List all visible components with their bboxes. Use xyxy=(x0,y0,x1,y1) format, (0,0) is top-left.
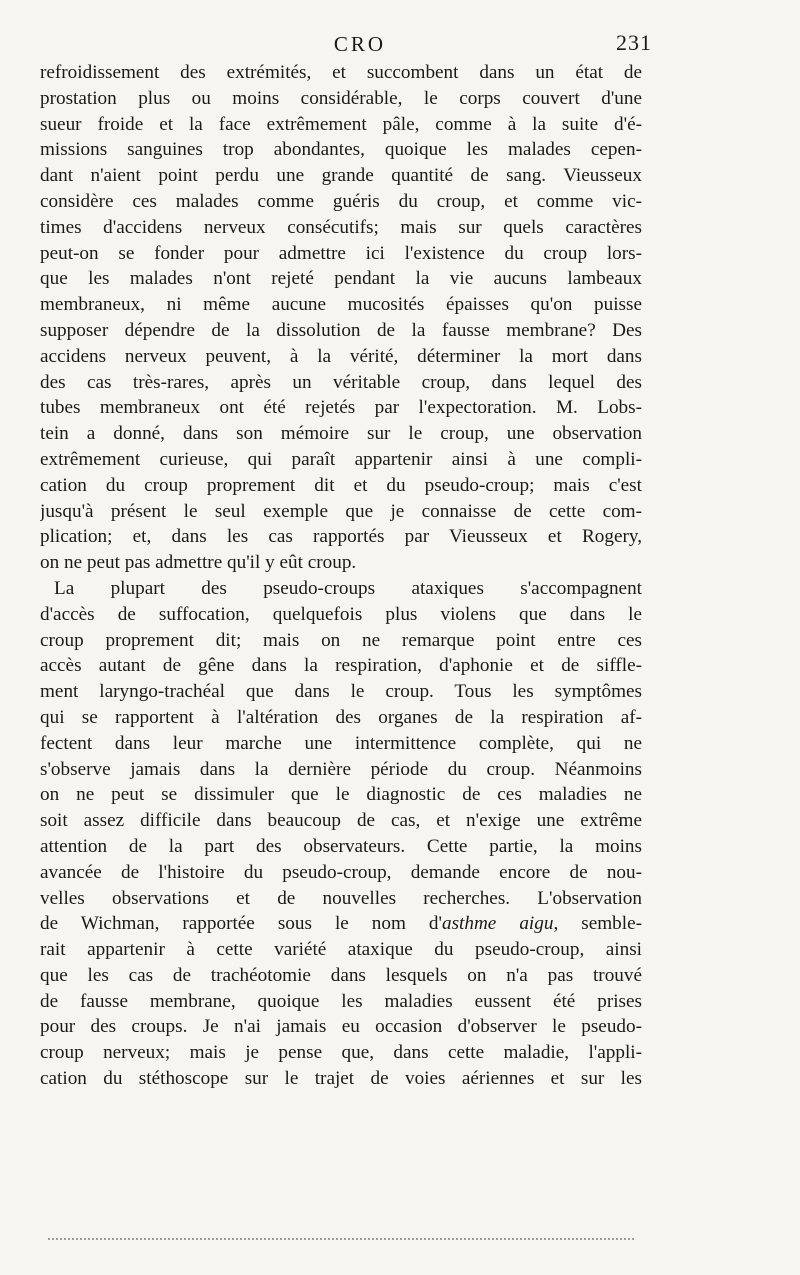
text-line: sueur froide et la face extrêmement pâle, comme à la suite d'é- xyxy=(40,113,642,135)
text-line: dant n'aient point perdu une grande quantité de sang. Vieusseux xyxy=(40,165,642,187)
text-line: refroidissement des extrémités, et succombent dans un état de xyxy=(40,62,642,83)
text-line: on ne peut pas admettre qu'il y eût croup. xyxy=(40,552,357,574)
text-line: rait appartenir à cette variété ataxique du pseudo-croup, ainsi xyxy=(40,939,642,961)
text-line: que les malades n'ont rejeté pendant la vie aucuns lambeaux xyxy=(40,268,642,290)
paragraph xyxy=(40,60,642,576)
text-line: de fausse membrane, quoique les maladies eussent été prises xyxy=(40,990,642,1012)
text-line: de Wichman, rapportée sous le nom d'asthme aigu, semble- xyxy=(40,913,642,935)
text-line: ment laryngo-trachéal que dans le croup. Tous les symptômes xyxy=(40,681,642,703)
body-text xyxy=(40,60,642,1092)
text-line: croup nerveux; mais je pense que, dans cette maladie, l'appli- xyxy=(40,1042,642,1064)
text-line: prostation plus ou moins considérable, le corps couvert d'une xyxy=(40,87,642,109)
text-line: accès autant de gêne dans la respiration, d'aphonie et de siffle- xyxy=(40,655,642,677)
text-line: times d'accidens nerveux consécutifs; mais sur quels caractères xyxy=(40,216,642,238)
text-line: La plupart des pseudo-croups ataxiques s'accompagnent xyxy=(54,577,642,599)
text-line: soit assez difficile dans beaucoup de cas, et n'exige une extrême xyxy=(40,810,642,832)
text-line: supposer dépendre de la dissolution de la fausse membrane? Des xyxy=(40,319,642,341)
text-line: d'accès de suffocation, quelquefois plus violens que dans le xyxy=(40,603,642,625)
text-line: on ne peut se dissimuler que le diagnostic de ces maladies ne xyxy=(40,784,642,806)
text-line: cation du croup proprement dit et du pseudo-croup; mais c'est xyxy=(40,474,642,496)
text-line: plication; et, dans les cas rapportés par Vieusseux et Rogery, xyxy=(40,526,642,548)
text-line: croup proprement dit; mais on ne remarque point entre ces xyxy=(40,629,642,651)
text-line: des cas très-rares, après un véritable croup, dans lequel des xyxy=(40,371,642,393)
text-line: pour des croups. Je n'ai jamais eu occasion d'observer le pseudo- xyxy=(40,1016,642,1038)
text-line: que les cas de trachéotomie dans lesquels on n'a pas trouvé xyxy=(40,964,642,986)
text-line: accidens nerveux peuvent, à la vérité, déterminer la mort dans xyxy=(40,345,642,367)
text-line: considère ces malades comme guéris du croup, et comme vic- xyxy=(40,190,642,212)
text-line: s'observe jamais dans la dernière période du croup. Néanmoins xyxy=(40,758,642,780)
text-line: qui se rapportent à l'altération des organes de la respiration af- xyxy=(40,706,642,728)
footer-divider xyxy=(48,1238,634,1240)
text-line: membraneux, ni même aucune mucosités épaisses qu'on puisse xyxy=(40,294,642,316)
text-line: jusqu'à présent le seul exemple que je connaisse de cette com- xyxy=(40,500,642,522)
running-head-title: CRO xyxy=(333,32,387,56)
text-line: missions sanguines trop abondantes, quoique les malades cepen- xyxy=(40,139,642,161)
text-line: extrêmement curieuse, qui paraît appartenir ainsi à une compli- xyxy=(40,448,642,470)
text-line: attention de la part des observateurs. Cette partie, la moins xyxy=(40,835,642,857)
paragraph xyxy=(40,576,642,1092)
running-head xyxy=(0,30,800,64)
text-line: fectent dans leur marche une intermittence complète, qui ne xyxy=(40,732,642,754)
text-line: tein a donné, dans son mémoire sur le croup, une observation xyxy=(40,423,642,445)
text-line: cation du stéthoscope sur le trajet de voies aériennes et sur les xyxy=(40,1068,642,1090)
text-line: avancée de l'histoire du pseudo-croup, demande encore de nou- xyxy=(40,861,642,883)
text-line: peut-on se fonder pour admettre ici l'existence du croup lors- xyxy=(40,242,642,264)
page-number: 231 xyxy=(616,30,652,55)
text-line: tubes membraneux ont été rejetés par l'expectoration. M. Lobs- xyxy=(40,397,642,419)
text-line: velles observations et de nouvelles recherches. L'observation xyxy=(40,887,642,909)
